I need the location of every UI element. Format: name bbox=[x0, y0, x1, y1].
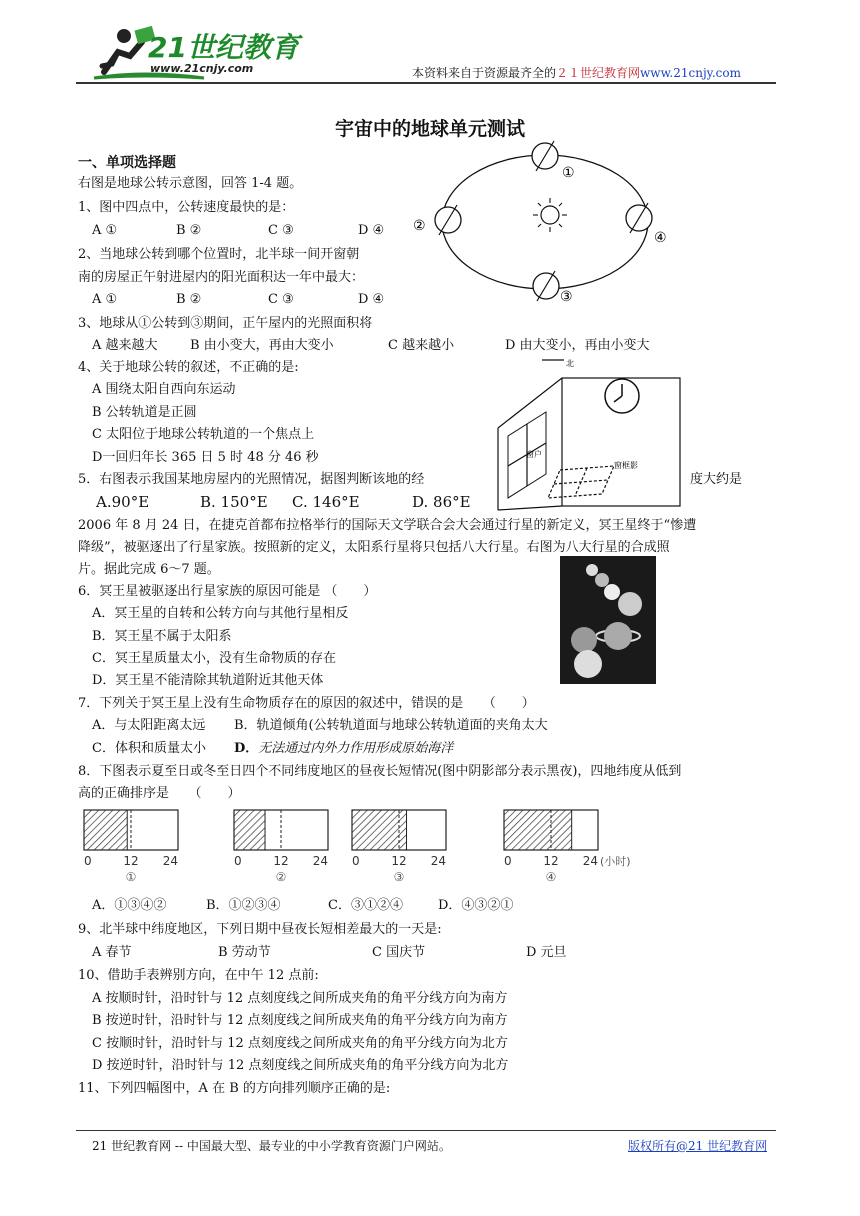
tick-label: 12 bbox=[543, 854, 559, 868]
q5-stem-line2: 度大约是 bbox=[690, 472, 743, 487]
q10-option-a: A 按顺时针，沿时针与 12 点刻度线之间所成夹角的角平分线方向为南方 bbox=[92, 991, 508, 1006]
q4-option-b: B 公转轨道是正圆 bbox=[92, 405, 197, 420]
orbit-label-1: ① bbox=[562, 165, 575, 181]
q10-option-d: D 按逆时针，沿时针与 12 点刻度线之间所成夹角的角平分线方向为北方 bbox=[92, 1058, 509, 1073]
page-title: 宇宙中的地球单元测试 bbox=[334, 118, 525, 140]
tick-label: 0 bbox=[504, 854, 512, 868]
q8-option-a: A．①③④② bbox=[92, 898, 167, 913]
q1-option-a: A ① bbox=[92, 223, 118, 238]
q4-option-c: C 太阳位于地球公转轨道的一个焦点上 bbox=[92, 427, 315, 442]
q8-stem-line1: 8．下图表示夏至日或冬至日四个不同纬度地区的昼夜长短情况(图中阴影部分表示黑夜)，四地纬度从低到 bbox=[78, 764, 682, 779]
footer-text: 21 世纪教育网 -- 中国最大型、最专业的中小学教育资源门户网站。 bbox=[92, 1139, 451, 1153]
intro2-line3: 片。据此完成 6～7 题。 bbox=[78, 562, 220, 577]
logo-text: 21世纪教育 bbox=[148, 31, 299, 64]
tick-label: 0 bbox=[352, 854, 360, 868]
q9-option-a: A 春节 bbox=[92, 945, 132, 960]
earth-position-2-icon bbox=[435, 205, 461, 235]
q6-option-d: D．冥王星不能清除其轨道附近其他天体 bbox=[92, 673, 324, 688]
q2-option-c: C ③ bbox=[268, 292, 294, 307]
q5-option-a: A.90°E bbox=[96, 493, 150, 511]
tick-label: 12 bbox=[123, 854, 139, 868]
q9-option-d: D 元旦 bbox=[526, 945, 567, 960]
tick-label: 24 bbox=[582, 854, 598, 868]
q6-option-c: C．冥王星质量太小，没有生命物质的存在 bbox=[92, 651, 336, 666]
night-region bbox=[352, 810, 407, 850]
orbit-diagram bbox=[410, 140, 700, 316]
night-region bbox=[504, 810, 572, 850]
day-night-bar-1 bbox=[84, 810, 178, 884]
q5-option-c: C. 146°E bbox=[292, 493, 360, 511]
night-region bbox=[234, 810, 265, 850]
q4-option-d: D一回归年长 365 日 5 时 48 分 46 秒 bbox=[92, 450, 319, 465]
clock-icon bbox=[605, 379, 639, 413]
q5-stem-line1: 5．右图表示我国某地房屋内的光照情况，据图判断该地的经 bbox=[78, 472, 425, 487]
earth-position-1-icon bbox=[532, 141, 558, 171]
q1-option-d: D ④ bbox=[358, 223, 385, 238]
q9-option-c: C 国庆节 bbox=[372, 945, 426, 960]
room-diagram bbox=[494, 356, 690, 512]
tick-label: 24 bbox=[430, 854, 446, 868]
day-night-bar-3 bbox=[352, 810, 446, 884]
q1-stem: 1、图中四点中，公转速度最快的是： bbox=[78, 200, 295, 215]
q10-stem: 10、借助手表辨别方向，在中午 12 点前: bbox=[78, 968, 319, 983]
intro2-line1: 2006 年 8 月 24 日，在捷克首都布拉格举行的国际天文学联合会大会通过行星的新定义，冥王星终于“惨遭 bbox=[78, 518, 697, 533]
orbit-label-3: ③ bbox=[560, 289, 573, 305]
q8-stem-line2: 高的正确排序是 （ ） bbox=[78, 786, 241, 801]
q7-stem: 7．下列关于冥王星上没有生命物质存在的原因的叙述中，错误的是 （ ） bbox=[78, 696, 535, 711]
bar-label: ② bbox=[275, 870, 287, 884]
bar-label: ③ bbox=[393, 870, 405, 884]
tick-label: 12 bbox=[391, 854, 407, 868]
q3-stem: 3、地球从①公转到③期间，正午屋内的光照面积将 bbox=[78, 316, 373, 331]
tick-label: 0 bbox=[84, 854, 92, 868]
q8-option-d: D．④③②① bbox=[438, 898, 514, 913]
planets-photo bbox=[560, 556, 656, 684]
q3-option-b: B 由小变大，再由大变小 bbox=[190, 338, 334, 353]
earth-position-3-icon bbox=[533, 271, 559, 301]
q7-option-d: D．无法通过内外力作用形成原始海洋 bbox=[234, 741, 454, 756]
bar-label: ① bbox=[125, 870, 137, 884]
q2-option-b: B ② bbox=[176, 292, 202, 307]
section-heading: 一、单项选择题 bbox=[78, 155, 176, 171]
q2-option-a: A ① bbox=[92, 292, 118, 307]
room-label-shadow: 窗框影 bbox=[614, 461, 638, 470]
header-divider bbox=[76, 82, 776, 84]
q2-stem-line1: 2、当地球公转到哪个位置时，北半球一间开窗朝 bbox=[78, 247, 360, 262]
day-night-bar-4 bbox=[504, 810, 631, 884]
q7-option-c: C．体积和质量太小 bbox=[92, 741, 206, 756]
unit-label: (小时) bbox=[600, 855, 631, 868]
intro2-line2: 降级”，被驱逐出了行星家族。按照新的定义，太阳系行星将只包括八大行星。右图为八大行星的合成照 bbox=[78, 540, 670, 555]
q2-option-d: D ④ bbox=[358, 292, 385, 307]
tick-label: 0 bbox=[234, 854, 242, 868]
q11-stem: 11、下列四幅图中，A 在 B 的方向排列顺序正确的是: bbox=[78, 1081, 391, 1096]
q6-option-a: A．冥王星的自转和公转方向与其他行星相反 bbox=[92, 606, 349, 621]
q4-stem: 4、关于地球公转的叙述，不正确的是: bbox=[78, 360, 299, 375]
q5-option-b: B. 150°E bbox=[200, 493, 268, 511]
q7-option-a: A．与太阳距离太远 bbox=[92, 718, 206, 733]
q1-option-b: B ② bbox=[176, 223, 202, 238]
orbit-label-4: ④ bbox=[654, 230, 667, 246]
footer-divider bbox=[76, 1130, 776, 1131]
q3-option-c: C 越来越小 bbox=[388, 338, 455, 353]
q1-option-c: C ③ bbox=[268, 223, 294, 238]
q9-option-b: B 劳动节 bbox=[218, 945, 271, 960]
room-label-window: 窗户 bbox=[526, 450, 542, 459]
q3-option-d: D 由大变小，再由小变大 bbox=[505, 338, 650, 353]
q5-option-d: D. 86°E bbox=[412, 493, 471, 511]
q10-option-b: B 按逆时针，沿时针与 12 点刻度线之间所成夹角的角平分线方向为南方 bbox=[92, 1013, 508, 1028]
footer-copyright-link[interactable]: 版权所有@21 世纪教育网 bbox=[628, 1139, 768, 1153]
q6-stem: 6．冥王星被驱逐出行星家族的原因可能是 （ ） bbox=[78, 584, 377, 599]
q8-option-c: C．③①②④ bbox=[328, 898, 403, 913]
intro-text: 右图是地球公转示意图，回答 1-4 题。 bbox=[78, 176, 303, 191]
tick-label: 24 bbox=[162, 854, 178, 868]
tick-label: 24 bbox=[312, 854, 328, 868]
bar-label: ④ bbox=[545, 870, 557, 884]
q3-option-a: A 越来越大 bbox=[92, 338, 158, 353]
logo-url: www.21cnjy.com bbox=[150, 62, 254, 75]
day-night-bar-2 bbox=[234, 810, 328, 884]
q9-stem: 9、北半球中纬度地区，下列日期中昼夜长短相差最大的一天是: bbox=[78, 922, 442, 937]
sun-icon bbox=[533, 198, 567, 232]
q6-option-b: B．冥王星不属于太阳系 bbox=[92, 629, 232, 644]
q8-option-b: B．①②③④ bbox=[206, 898, 281, 913]
tick-label: 12 bbox=[273, 854, 289, 868]
q7-option-b: B．轨道倾角(公转轨道面与地球公转轨道面的夹角太大 bbox=[234, 718, 548, 733]
night-region bbox=[84, 810, 127, 850]
q10-option-c: C 按顺时针，沿时针与 12 点刻度线之间所成夹角的角平分线方向为北方 bbox=[92, 1036, 508, 1051]
room-label-north: 北 bbox=[566, 359, 574, 368]
q2-stem-line2: 南的房屋正午射进屋内的阳光面积达一年中最大： bbox=[78, 270, 365, 285]
orbit-label-2: ② bbox=[413, 218, 426, 234]
q4-option-a: A 围绕太阳自西向东运动 bbox=[92, 382, 236, 397]
day-night-diagram bbox=[74, 806, 714, 886]
header-tagline: 本资料来自于资源最齐全的２１世纪教育网www.21cnjy.com bbox=[412, 66, 741, 80]
